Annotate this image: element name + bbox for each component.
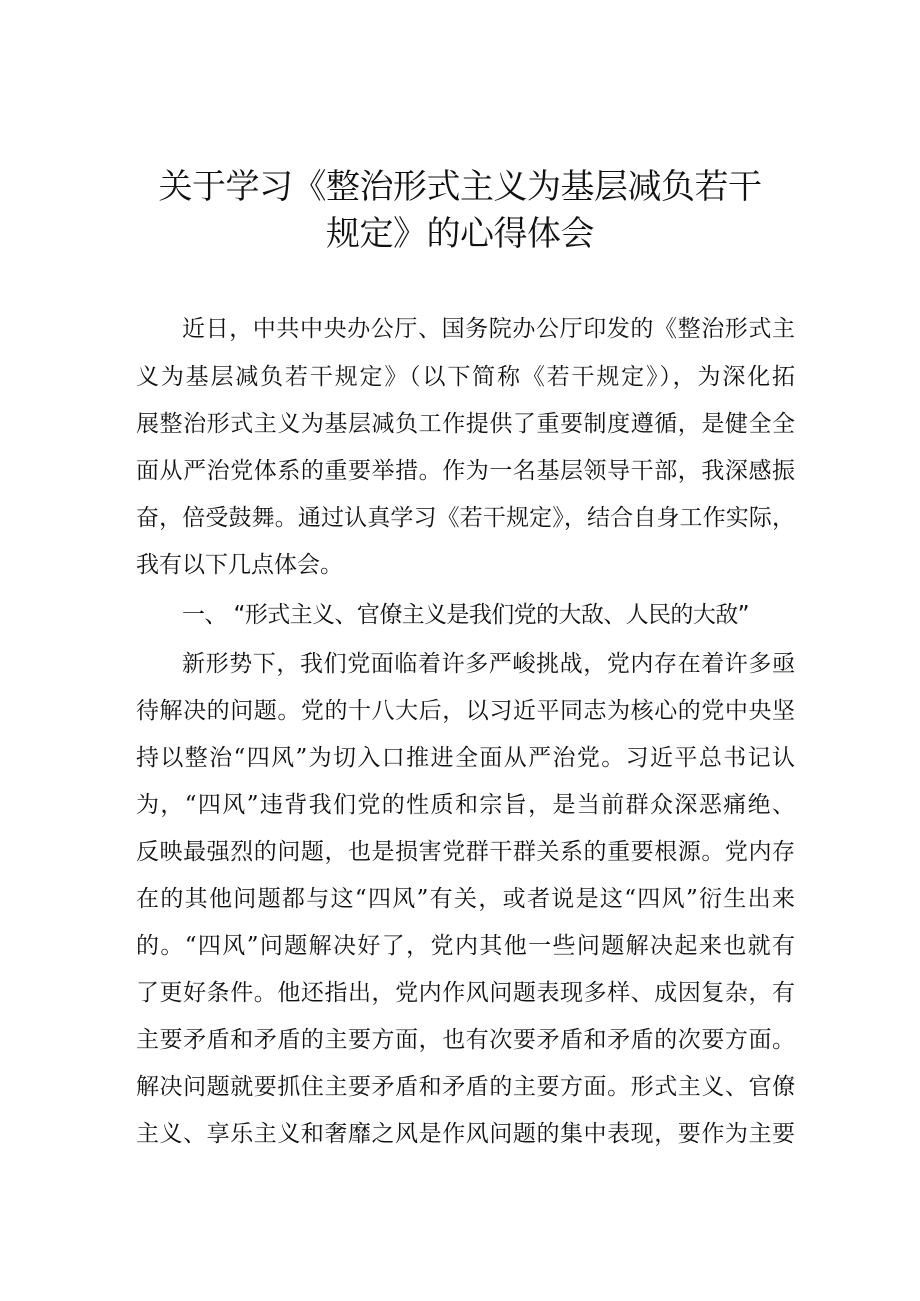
document-title-line-1: 关于学习《整治形式主义为基层减负若干 [158,167,762,207]
paragraph-2-line-10: 解决问题就要抓住主要矛盾和矛盾的主要方面。形式主义、官僚 [136,1074,795,1100]
paragraph-1-line-5: 奋，倍受鼓舞。通过认真学习《若干规定》，结合自身工作实际， [136,505,795,531]
section-heading-1: 一、 “形式主义、官僚主义是我们党的大敌、人民的大敌” [182,602,749,628]
paragraph-2-line-8: 了更好条件。他还指出，党内作风问题表现多样、成因复杂，有 [136,980,795,1006]
paragraph-2-line-4: 为，“四风”违背我们党的性质和宗旨，是当前群众深恶痛绝、 [136,792,795,818]
paragraph-2-line-11: 主义、享乐主义和奢靡之风是作风问题的集中表现，要作为主要 [136,1121,795,1147]
paragraph-2-line-3: 持以整治“四风”为切入口推进全面从严治党。习近平总书记认 [136,745,795,771]
paragraph-1-line-3: 展整治形式主义为基层减负工作提供了重要制度遵循，是健全全 [136,411,795,437]
paragraph-2-line-5: 反映最强烈的问题，也是损害党群干群关系的重要根源。党内存 [136,839,795,865]
paragraph-2-line-7: 的。“四风”问题解决好了，党内其他一些问题解决起来也就有 [136,933,795,959]
paragraph-1-line-2: 义为基层减负若干规定》（以下简称《若干规定》），为深化拓 [136,364,795,390]
document-title-line-2: 规定》的心得体会 [326,214,594,254]
paragraph-2-line-1: 新形势下，我们党面临着许多严峻挑战，党内存在着许多亟 [182,651,795,677]
paragraph-1-line-4: 面从严治党体系的重要举措。作为一名基层领导干部，我深感振 [136,458,795,484]
paragraph-2-line-2: 待解决的问题。党的十八大后，以习近平同志为核心的党中央坚 [136,698,795,724]
paragraph-1-line-6: 我有以下几点体会。 [136,552,343,578]
paragraph-1-line-1: 近日，中共中央办公厅、国务院办公厅印发的《整治形式主 [182,316,795,342]
paragraph-2-line-6: 在的其他问题都与这“四风”有关，或者说是这“四风”衍生出来 [136,886,795,912]
paragraph-2-line-9: 主要矛盾和矛盾的主要方面，也有次要矛盾和矛盾的次要方面。 [136,1027,795,1053]
